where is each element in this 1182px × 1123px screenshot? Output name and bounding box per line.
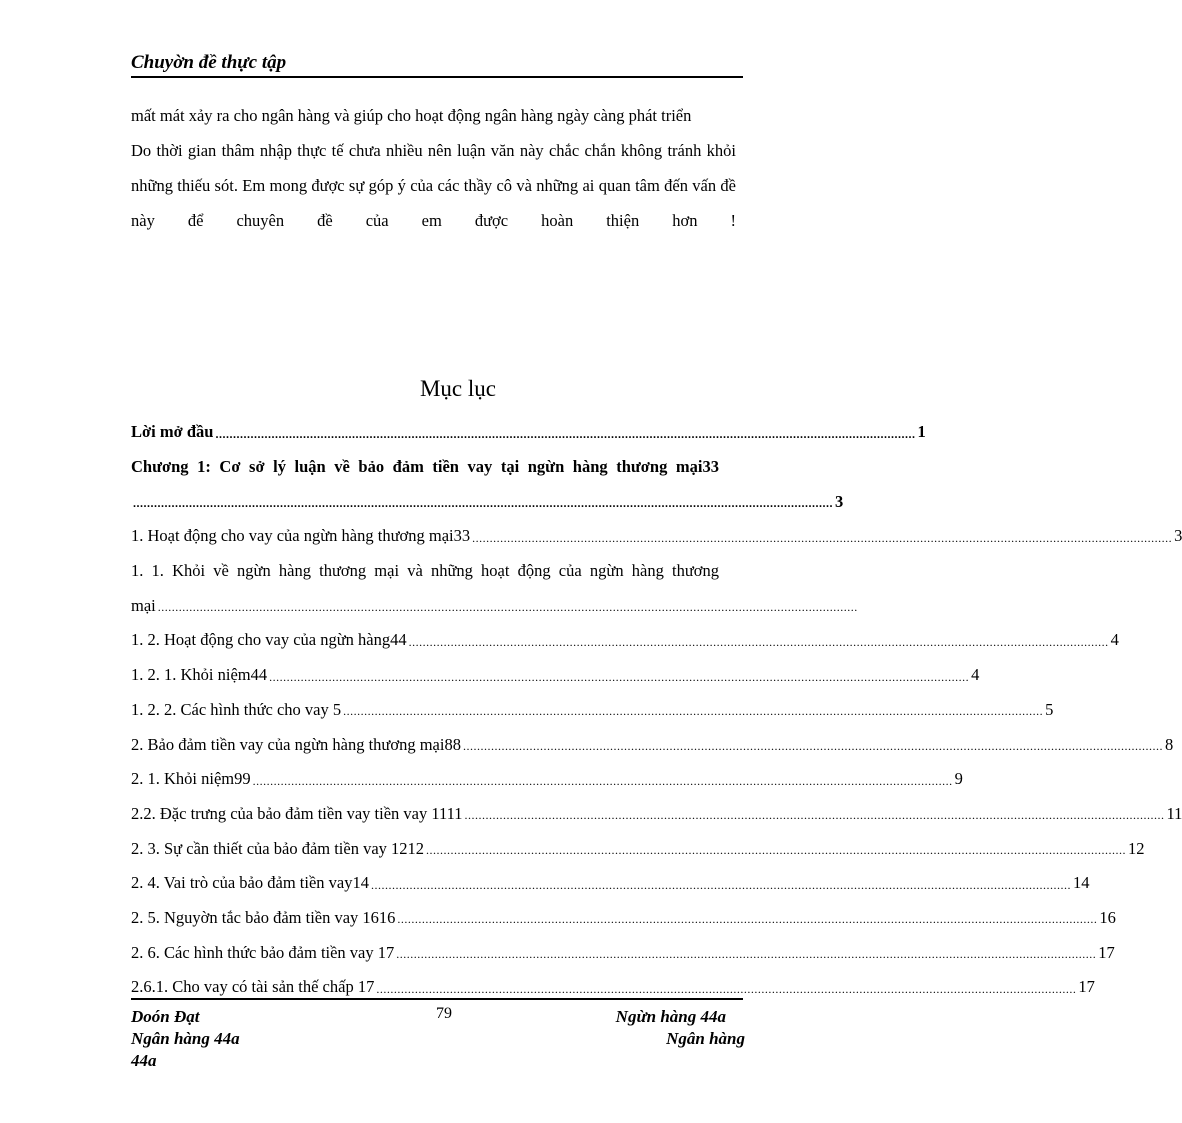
- toc-entry[interactable]: [131, 762, 963, 797]
- toc-entry-text: Chương 1: Cơ sở lý luận về bảo đảm tiền vay tại ngừn hàng thương mại33: [131, 457, 719, 477]
- toc-entry[interactable]: [131, 450, 719, 485]
- toc-entry-page: 17: [1098, 942, 1115, 962]
- toc-entry-page: 4: [1110, 630, 1119, 650]
- toc-entry-text: 2. 5. Nguyờn tắc bảo đảm tiền vay 1616: [131, 907, 396, 927]
- footer-right-bottom: Ngân hàng: [666, 1029, 745, 1048]
- toc-entry-text: Lời mở đầu: [131, 422, 214, 442]
- toc-leader: ........................................................................................................................................................................................................: [396, 947, 1097, 961]
- toc-entry-page: 3: [835, 491, 844, 511]
- toc-leader: ........................................................................................................................................................................................................: [343, 704, 1044, 719]
- intro-text: [131, 98, 736, 238]
- toc-entry-text: 1. 2. 2. Các hình thức cho vay 5: [131, 699, 342, 719]
- toc-entry[interactable]: [131, 935, 1115, 970]
- toc-entry-text: 1. Hoạt động cho vay của ngừn hàng thương mại33: [131, 526, 471, 546]
- toc-entry[interactable]: [131, 727, 1174, 762]
- toc-entry-text: mại: [131, 595, 156, 615]
- toc-entry-text: 2. 6. Các hình thức bảo đảm tiền vay 17: [131, 942, 395, 962]
- toc-entry[interactable]: [131, 831, 1145, 866]
- toc-leader: ........................................................................................................................................................................................................: [376, 981, 1077, 996]
- intro-paragraph: Do thời gian thâm nhập thực tế chưa nhiều nên luận văn này chắc chắn không tránh khỏi những thiếu sót. Em mong được sự góp ý của các thầy cô và những ai quan tâm đến vấn đề này để chuyên đề của em được hoàn thiện hơn !: [131, 141, 736, 230]
- toc-entry[interactable]: [131, 519, 1182, 554]
- toc-leader: ........................................................................................................................................................................................................: [408, 634, 1109, 649]
- toc-leader: ........................................................................................................................................................................................................: [269, 669, 970, 684]
- toc-entry[interactable]: [131, 797, 1182, 832]
- toc-entry-text: 1. 2. Hoạt động cho vay của ngừn hàng44: [131, 630, 407, 650]
- toc-entry[interactable]: [131, 866, 1090, 901]
- toc-entry-text: 1. 1. Khỏi về ngừn hàng thương mại và những hoạt động của ngừn hàng thương: [131, 561, 719, 581]
- toc-entry-page: 9: [954, 769, 963, 789]
- toc-leader: ........................................................................................................................................................................................................: [370, 877, 1071, 892]
- header-title: Chuyờn đề thực tập: [131, 52, 287, 73]
- toc-leader: ........................................................................................................................................................................................................: [397, 912, 1098, 927]
- toc-entry-text: 2.2. Đặc trưng của bảo đảm tiền vay tiền vay 1111: [131, 803, 463, 823]
- intro-paragraph: mất mát xảy ra cho ngân hàng và giúp cho hoạt động ngân hàng ngày càng phát triển: [131, 106, 692, 125]
- toc-entry[interactable]: [131, 658, 980, 693]
- page-number: 79: [436, 1005, 452, 1022]
- toc-leader: ........................................................................................................................................................................................................: [252, 773, 953, 788]
- toc-leader: ........................................................................................................................................................................................................: [462, 738, 1163, 753]
- toc-entry-text: 2. Bảo đảm tiền vay của ngừn hàng thương mại88: [131, 734, 461, 754]
- toc-title: Mục lục: [419, 376, 496, 401]
- toc-leader: ........................................................................................................................................................................................................: [157, 600, 858, 615]
- toc-entry-text: 2. 1. Khỏi niệm99: [131, 769, 251, 789]
- footer-divider: [131, 998, 743, 1000]
- toc-entry-text: 2. 4. Vai trò của bảo đảm tiền vay14: [131, 873, 369, 893]
- toc-leader: ........................................................................................................................................................................................................: [133, 496, 833, 511]
- toc-leader: ........................................................................................................................................................................................................: [426, 842, 1127, 857]
- footer-author: Doón Đạt: [131, 1007, 200, 1026]
- toc-entry-text: 1. 2. 1. Khỏi niệm44: [131, 665, 268, 685]
- toc-entry-page: 5: [1045, 699, 1054, 719]
- toc-leader: ........................................................................................................................................................................................................: [464, 808, 1165, 823]
- toc-entry-page: 4: [971, 665, 980, 685]
- toc-entry-page: 3: [1174, 526, 1182, 546]
- toc-entry-page: 12: [1128, 838, 1145, 858]
- toc-leader: ........................................................................................................................................................................................................: [215, 426, 916, 441]
- toc-entry[interactable]: [131, 484, 844, 519]
- toc-entry-page: 8: [1164, 734, 1174, 754]
- toc-entry[interactable]: [131, 693, 1054, 728]
- footer-class: Ngân hàng 44a: [131, 1029, 240, 1048]
- footer-right-top: Ngừn hàng 44a: [615, 1007, 726, 1026]
- toc-entry-page: 1: [917, 422, 926, 442]
- toc-entry-page: 17: [1078, 977, 1095, 997]
- toc-entry-text: 2.6.1. Cho vay có tài sản thế chấp 17: [131, 977, 375, 997]
- toc-entry[interactable]: [131, 623, 1119, 658]
- toc-entry[interactable]: [131, 901, 1116, 936]
- toc-entry-page: 11: [1166, 803, 1182, 823]
- page-header: [131, 50, 743, 78]
- toc-entry[interactable]: [131, 415, 926, 450]
- toc-entry-text: 2. 3. Sự cần thiết của bảo đảm tiền vay 1212: [131, 838, 425, 858]
- toc-entry[interactable]: [131, 554, 719, 589]
- toc-entry-page: 14: [1072, 873, 1090, 893]
- toc-entry[interactable]: [131, 588, 858, 623]
- toc-entry-page: 16: [1099, 907, 1116, 927]
- footer-class-cont: 44a: [131, 1051, 157, 1070]
- toc-leader: ........................................................................................................................................................................................................: [472, 530, 1173, 545]
- table-of-contents: [131, 415, 1182, 1005]
